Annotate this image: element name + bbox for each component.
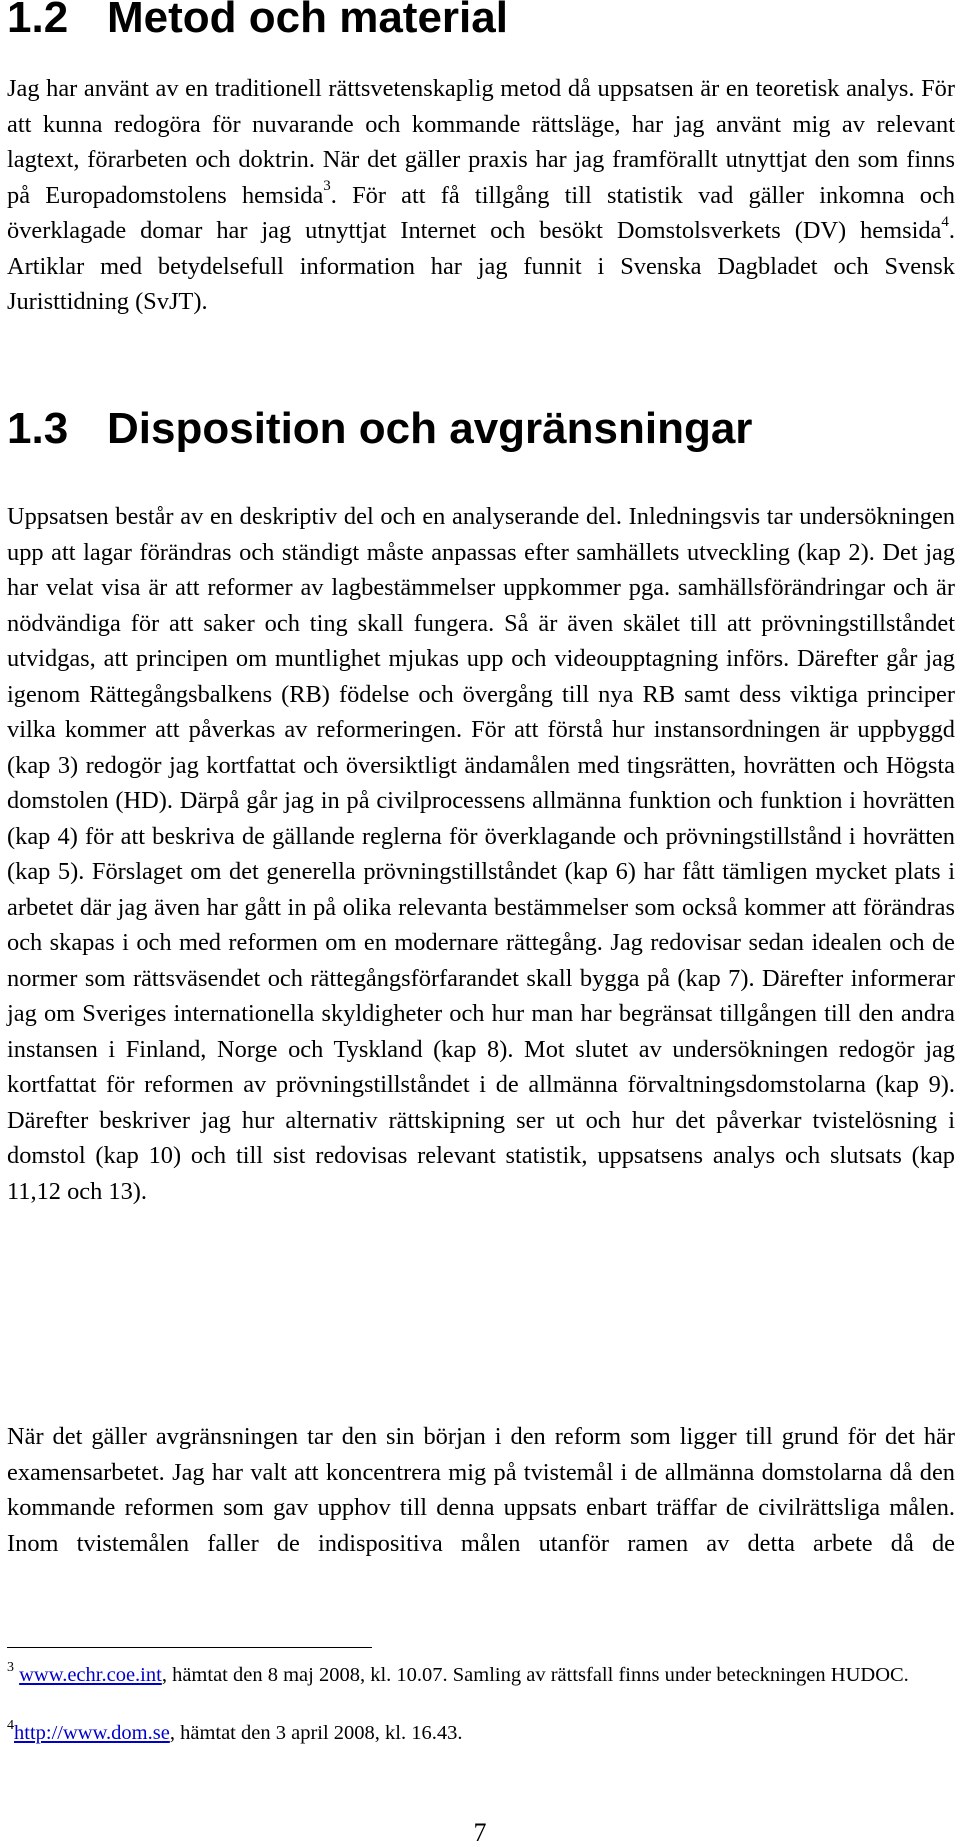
footnote-ref-4[interactable]: 4 [941, 213, 949, 230]
section-heading-1-3 [7, 405, 752, 453]
footnote-link-dom[interactable]: http://www.dom.se [14, 1722, 170, 1744]
footnote-ref-3[interactable]: 3 [323, 178, 331, 195]
paragraph-text: Jag har använt av en traditionell rättsvetenskaplig metod då uppsatsen är en teoretisk analys. För att kunna redogöra för nuvarande och kommande rättsläge, har jag använt mig av relevant lagtext, förarbeten och doktrin. När det gäller praxis har jag framförallt utnyttjat den som finns på Europadomstolens hemsida [7, 75, 955, 209]
footnote-text: , hämtat den 8 maj 2008, kl. 10.07. Samling av rättsfall finns under beteckningen HUDOC. [161, 1664, 909, 1686]
paragraph-limitations: När det gäller avgränsningen tar den sin början i den reform som ligger till grund för det här examensarbetet. Jag har valt att koncentrera mig på tvistemål i de allmänna domstolarna då den kommande reformen som gav upphov till denna uppsats enbart träffar de civilrättsliga målen. Inom tvistemålen faller de indispositiva målen utanför ramen av detta arbete då de [7, 1423, 955, 1557]
section-title: Disposition och avgränsningar [107, 404, 753, 453]
paragraph-method [7, 71, 955, 320]
section-heading-1-2 [7, 0, 508, 42]
section-number: 1.2 [7, 0, 69, 42]
section-number: 1.3 [7, 404, 69, 453]
page-number: 7 [473, 1818, 487, 1847]
paragraph-disposition: Uppsatsen består av en deskriptiv del och en analyserande del. Inledningsvis tar undersökningen upp att lagar förändras och ständigt måste anpassas efter samhällets utveckling (kap 2). Det jag har velat visa är att reformer av lagbestämmelser uppkommer pga. samhällsförändringar och är nödvändiga för att saker och ting skall fungera. Så är även skälet till att prövningstillståndet utvidgas, att principen om muntlighet mjukas upp och videoupptagning införs. Därefter går jag igenom Rättegångsbalkens (RB) födelse och övergång till nya RB samt dess viktiga principer vilka kommer att påverkas av reformeringen. För att förstå hur instansordningen är uppbyggd (kap 3) redogör jag kortfattat och översiktligt ändamålen med tingsrätten, hovrätten och Högsta domstolen (HD). Därpå går jag in på civilprocessens allmänna funktion och funktion i hovrätten (kap 4) för att beskriva de gällande reglerna för överklagande och prövningstillstånd i hovrätten (kap 5). Förslaget om det generella prövningstillståndet (kap 6) har fått tämligen mycket plats i arbetet där jag även har gått in på olika relevanta bestämmelser som också kommer att förändras och skapas i och med reformen om en modernare rättegång. Jag redovisar sedan idealen och de normer som rättsväsendet och rättegångsförfarandet skall bygga på (kap 7). Därefter informerar jag om Sveriges internationella skyldigheter och hur man har begränsat tillgången till den andra instansen i Finland, Norge och Tyskland (kap 8). Mot slutet av undersökningen redogör jag kortfattat för reformen av prövningstillståndet i de allmänna förvaltningsdomstolarna (kap 9). Därefter beskriver jag hur alternativ rättskipning ser ut och hur det påverkar tvistelösning i domstol (kap 10) och till sist redovisas relevant statistik, uppsatsens analys och slutsats (kap 11,12 och 13). [7, 503, 955, 1205]
footnote-number: 4 [7, 1718, 14, 1734]
footnote-text: , hämtat den 3 april 2008, kl. 16.43. [169, 1722, 463, 1744]
section-title: Metod och material [107, 0, 508, 42]
footnote-divider [7, 1647, 372, 1648]
footnote-number: 3 [7, 1660, 14, 1676]
paragraph-text: . För att få tillgång till statistik vad gäller inkomna och överklagade domar har jag utnyttjat Internet och besökt Domstolsverkets (DV) hemsida [7, 181, 956, 244]
footnote-link-echr[interactable]: www.echr.coe.int [19, 1664, 162, 1686]
footnote-3 [7, 1662, 955, 1689]
paragraph-text: . Artiklar med betydelsefull information har jag funnit i Svenska Dagbladet och Svensk Juristtidning (SvJT). [7, 217, 955, 315]
footnote-4 [7, 1720, 955, 1747]
